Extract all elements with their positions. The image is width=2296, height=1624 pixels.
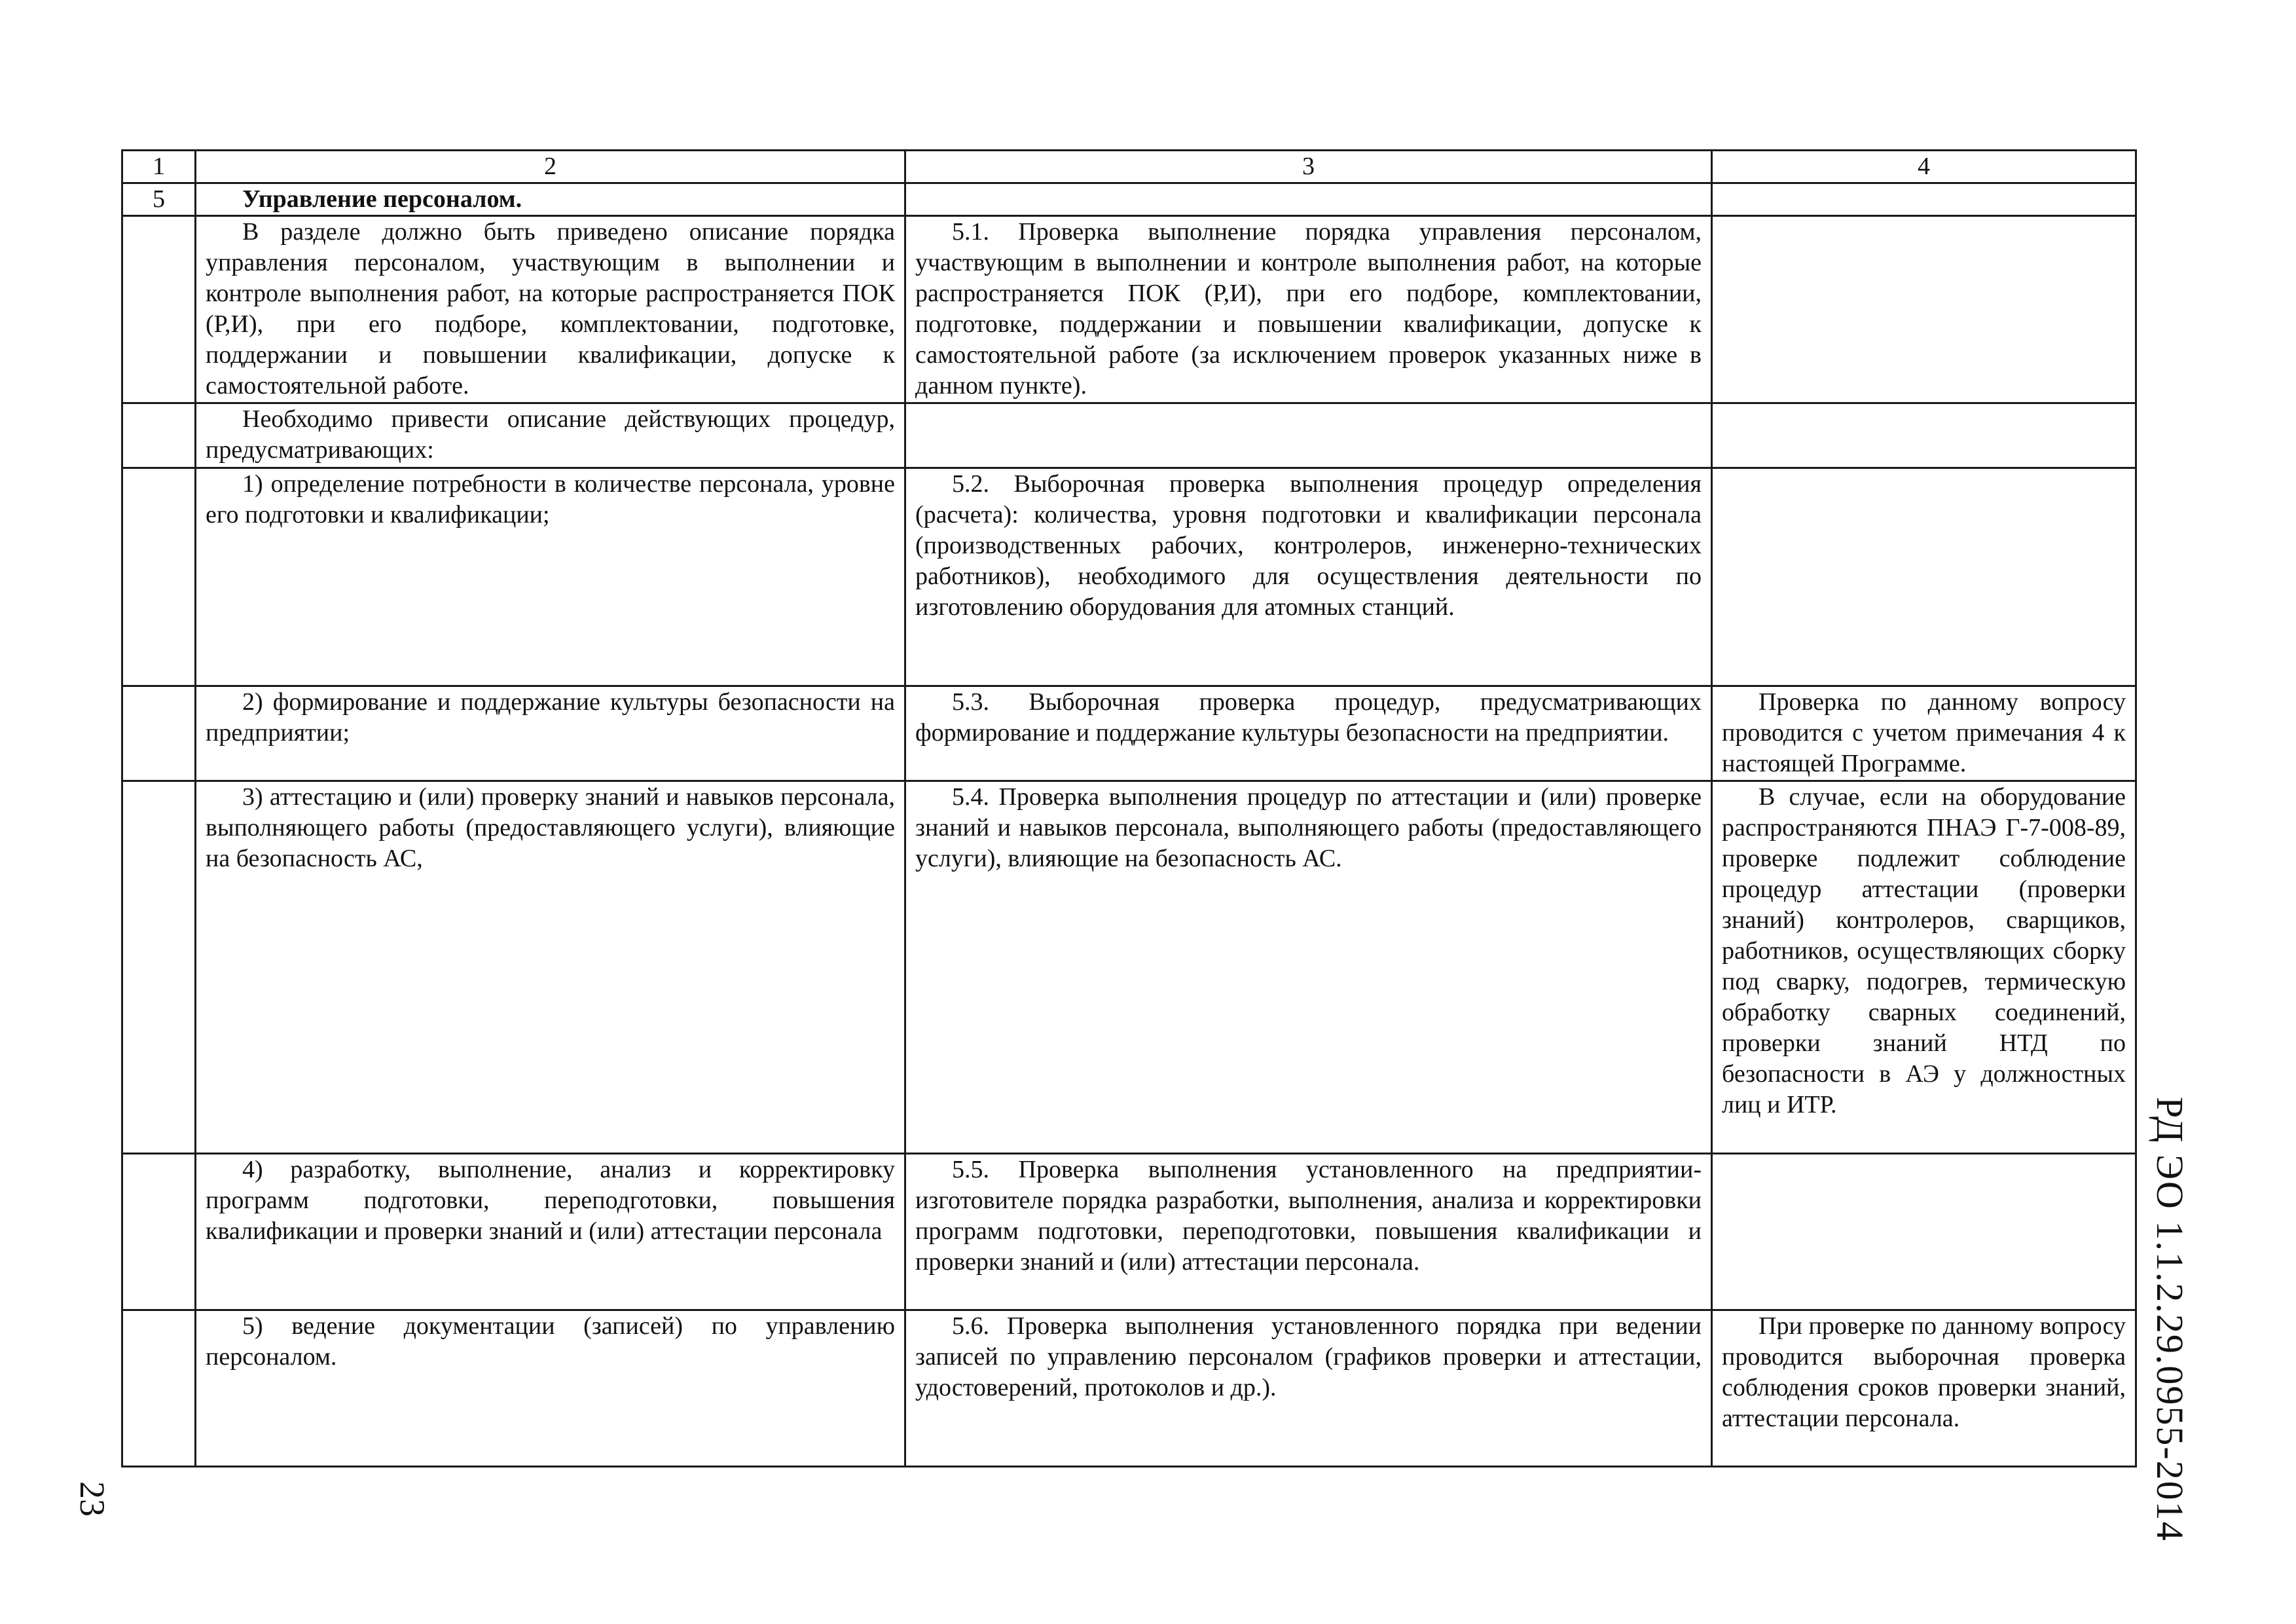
note-cell — [1712, 468, 2136, 686]
header-cell-1: 1 — [122, 151, 196, 183]
check-cell: 5.3. Выборочная проверка процедур, предусматривающих формирование и поддержание культуры безопасности на предприятии. — [905, 686, 1712, 781]
note-cell — [1712, 403, 2136, 468]
section-number: 5 — [122, 183, 196, 216]
check-cell: 5.6. Проверка выполнения установленного порядка при ведении записей по управлению персоналом (графиков проверки и аттестации, удостоверений, протоколов и др.). — [905, 1310, 1712, 1467]
requirement-cell: 3) аттестацию и (или) проверку знаний и навыков персонала, выполняющего работы (предоставляющего услуги), влияющие на безопасность АС, — [196, 781, 905, 1154]
header-cell-2: 2 — [196, 151, 905, 183]
check-cell — [905, 403, 1712, 468]
table-row — [122, 686, 2136, 781]
requirement-cell: Необходимо привести описание действующих процедур, предусматривающих: — [196, 403, 905, 468]
check-cell: 5.5. Проверка выполнения установленного на предприятии-изготовителе порядка разработки, выполнения, анализа и корректировки программ подготовки, переподготовки, повышения квалификации и проверки знаний и (или) аттестации персонала. — [905, 1154, 1712, 1310]
table-row — [122, 216, 2136, 403]
row-number-cell — [122, 468, 196, 686]
table-row — [122, 468, 2136, 686]
section-cell-4 — [1712, 183, 2136, 216]
section-row — [122, 183, 2136, 216]
note-cell — [1712, 216, 2136, 403]
requirement-cell: В разделе должно быть приведено описание порядка управления персоналом, участвующим в выполнении и контроле выполнения работ, на которые распространяется ПОК (Р,И), при его подборе, комплектовании, подготовке, поддержании и повышении квалификации, допуске к самостоятельной работе. — [196, 216, 905, 403]
row-number-cell — [122, 781, 196, 1154]
row-number-cell — [122, 1310, 196, 1467]
row-number-cell — [122, 1154, 196, 1310]
check-cell: 5.4. Проверка выполнения процедур по аттестации и (или) проверке знаний и навыков персонала, выполняющего работы (предоставляющего услуги), влияющие на безопасность АС. — [905, 781, 1712, 1154]
table-row — [122, 781, 2136, 1154]
requirement-cell: 2) формирование и поддержание культуры безопасности на предприятии; — [196, 686, 905, 781]
row-number-cell — [122, 686, 196, 781]
requirement-cell: 5) ведение документации (записей) по управлению персоналом. — [196, 1310, 905, 1467]
document-code: РД ЭО 1.1.2.29.0955-2014 — [2149, 1097, 2191, 1542]
section-title: Управление персоналом. — [196, 183, 905, 216]
header-cell-4: 4 — [1712, 151, 2136, 183]
check-cell: 5.2. Выборочная проверка выполнения процедур определения (расчета): количества, уровня подготовки и квалификации персонала (производственных рабочих, контролеров, инженерно-технических работников), необходимого для осуществления деятельности по изготовлению оборудования для атомных станций. — [905, 468, 1712, 686]
requirement-cell: 1) определение потребности в количестве персонала, уровне его подготовки и квалификации; — [196, 468, 905, 686]
table-row — [122, 1154, 2136, 1310]
table-header-row — [122, 151, 2136, 183]
header-cell-3: 3 — [905, 151, 1712, 183]
note-cell — [1712, 1154, 2136, 1310]
note-cell: Проверка по данному вопросу проводится с учетом примечания 4 к настоящей Программе. — [1712, 686, 2136, 781]
page-number: 23 — [73, 1481, 112, 1517]
requirements-table — [121, 149, 2137, 1467]
row-number-cell — [122, 403, 196, 468]
check-cell: 5.1. Проверка выполнение порядка управления персоналом, участвующим в выполнении и контроле выполнения работ, на которые распространяется ПОК (Р,И), при его подборе, комплектовании, подготовке, поддержании и повышении квалификации, допуске к самостоятельной работе (за исключением проверок указанных ниже в данном пункте). — [905, 216, 1712, 403]
table-row — [122, 403, 2136, 468]
section-cell-3 — [905, 183, 1712, 216]
row-number-cell — [122, 216, 196, 403]
note-cell: При проверке по данному вопросу проводится выборочная проверка соблюдения сроков проверки знаний, аттестации персонала. — [1712, 1310, 2136, 1467]
table-row — [122, 1310, 2136, 1467]
note-cell: В случае, если на оборудование распространяются ПНАЭ Г-7-008-89, проверке подлежит соблюдение процедур аттестации (проверки знаний) контролеров, сварщиков, работников, осуществляющих сборку под сварку, подогрев, термическую обработку сварных соединений, проверки знаний НТД по безопасности в АЭ у должностных лиц и ИТР. — [1712, 781, 2136, 1154]
requirement-cell: 4) разработку, выполнение, анализ и корректировку программ подготовки, переподготовки, повышения квалификации и проверки знаний и (или) аттестации персонала — [196, 1154, 905, 1310]
